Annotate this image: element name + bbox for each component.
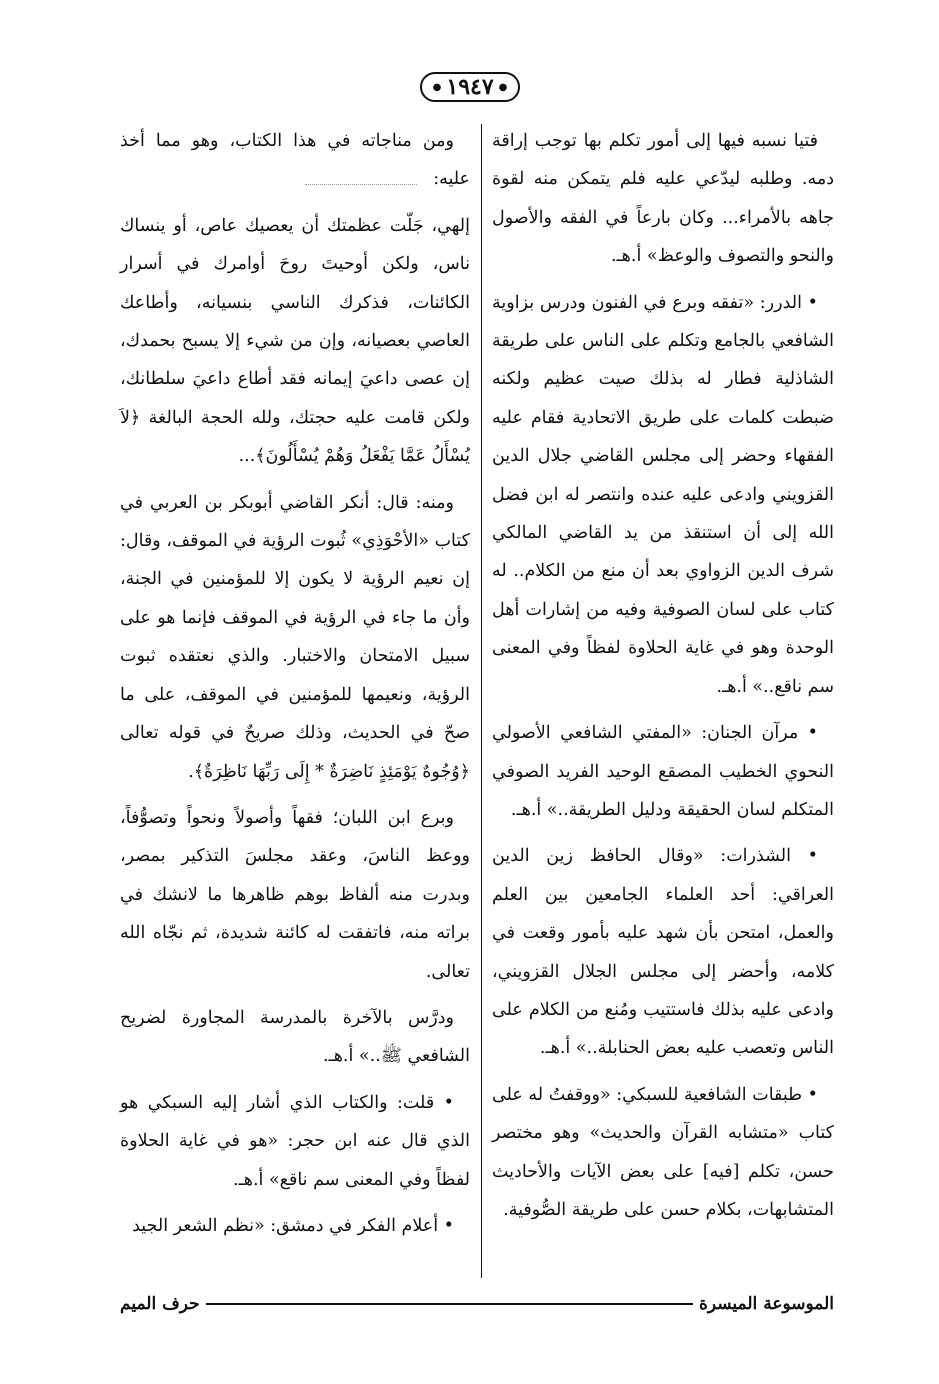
paragraph: • قلت: والكتاب الذي أشار إليه السبكي هو الذي قال عنه ابن حجر: «هو في غاية الحلاوة لفظاً وفي المعنى سم ناقع» أ.هـ. — [120, 1092, 470, 1190]
paragraph: فتيا نسبه فيها إلى أمور تكلم بها توجب إراقة دمه. وطلبه ليدّعي عليه فلم يتمكن منه لقوة جاهه بالأمراء... وكان بارعاً في الفقه والأصول والنحو والتصوف والوعظ» أ.هـ. — [492, 131, 834, 267]
left-column — [120, 122, 470, 1253]
paragraph: ومن مناجاته في هذا الكتاب، وهو مما أخذ عليه: — [120, 131, 470, 190]
footer-rule — [206, 1303, 693, 1305]
column-divider — [481, 124, 482, 1278]
right-column — [492, 122, 834, 1237]
page-number — [420, 72, 520, 102]
footer-section-title: حرف الميم — [120, 1294, 200, 1314]
paragraph: وبرع ابن اللبان؛ فقهاً وأصولاً ونحواً وتصوُّفاً، ووعظ الناسَ، وعقد مجلسَ التذكير بمصر، وبدرت منه ألفاظ بوهم ظاهرها ما لانشك في براته منه، فاتفقت له كائنة شديدة، ثم نجّاه الله تعالى. — [120, 807, 470, 982]
paragraph: • طبقات الشافعية للسبكي: «ووقفتُ له على كتاب «متشابه القرآن والحديث» وهو مختصر حسن، تكلم [فيه] على بعض الآيات والأحاديث المتشابهات، بكلام حسن على طريقة الصُّوفية. — [492, 1084, 834, 1220]
paragraph: إلهي، جَلّت عظمتك أن يعصيك عاص، أو ينساك ناس، ولكن أوحيتَ روحَ أوامرك في أسرار الكائنات، فذكرك الناسي بنسيانه، وأطاعك العاصي بعصيانه، وإن من شيء إلا يسبح بحمدك، إن عصى داعيَ إيمانه فقد أطاع داعيَ سلطانك، ولكن قامت عليه حجتك، ولله الحجة البالغة ﴿لاَ يُسْأَلُ عَمَّا يَفْعَلُ وَهُمْ يُسْأَلُونَ﴾... — [120, 215, 470, 467]
paragraph: ودرَّس بالآخرة بالمدرسة المجاورة لضريح الشافعي ﷺ..» أ.هـ. — [120, 1007, 470, 1067]
paragraph: • أعلام الفكر في دمشق: «نظم الشعر الجيد — [132, 1215, 454, 1236]
paragraph: ومنه: قال: أنكر القاضي أبوبكر بن العربي في كتاب «الأحْوَذِي» ثُبوت الرؤية في الموقف، وقال: إن نعيم الرؤية لا يكون إلا للمؤمنين في الجنة، وأن ما جاء في الرؤية في الموقف فإنما هو على سبيل الامتحان والاختبار. والذي نعتقده ثبوت الرؤية، ونعيمها للمؤمنين في الموقف، على ما صحّ في الحديث، وذلك صريحٌ في قوله تعالى ﴿وُجُوهٌ يَوْمَئِذٍ نَاضِرَةٌ * إِلَى رَبِّهَا نَاظِرَةٌ﴾. — [120, 492, 470, 782]
paragraph: • الدرر: «تفقه وبرع في الفنون ودرس بزاوية الشافعي بالجامع وتكلم على الناس على طريقة الشاذلية فطار له بذلك صيت عظيم ولكنه ضبطت كلمات على طريق الاتحادية فقام عليه الفقهاء وحضر إلى مجلس القاضي جلال الدين القزويني وادعى عليه عنده وانتصر له ابن فضل الله إلى أن استنقذ من يد القاضي المالكي شرف الدين الزواوي بعد أن منع من الكلام.. له كتاب على لسان الصوفية وفيه من إشارات أهل الوحدة وهو في غاية الحلاوة لفظاً وفي المعنى سم ناقع..» أ.هـ. — [492, 292, 834, 697]
page-footer — [120, 1290, 834, 1318]
footer-encyclopedia-title: الموسوعة الميسرة — [698, 1294, 834, 1314]
paragraph: • الشذرات: «وقال الحافظ زين الدين العراقي: أحد العلماء الجامعين بين العلم والعمل، امتحن بأن شهد عليه بأمور وقعت في كلامه، وأحضر إلى مجلس الجلال القزويني، وادعى عليه بذلك فاستتيب ومُنع من الكلام على الناس وتعصب عليه بعض الحنابلة..» أ.هـ. — [492, 846, 834, 1059]
page-number-text: ١٩٤٧ — [446, 74, 494, 100]
ornament-dot: ● — [498, 81, 508, 93]
ornament-dot: ● — [432, 81, 442, 93]
paragraph: • مرآن الجنان: «المفتي الشافعي الأصولي النحوي الخطيب المصقع الوحيد الفريد الصوفي المتكلم لسان الحقيقة ودليل الطريقة..» أ.هـ. — [492, 723, 834, 820]
